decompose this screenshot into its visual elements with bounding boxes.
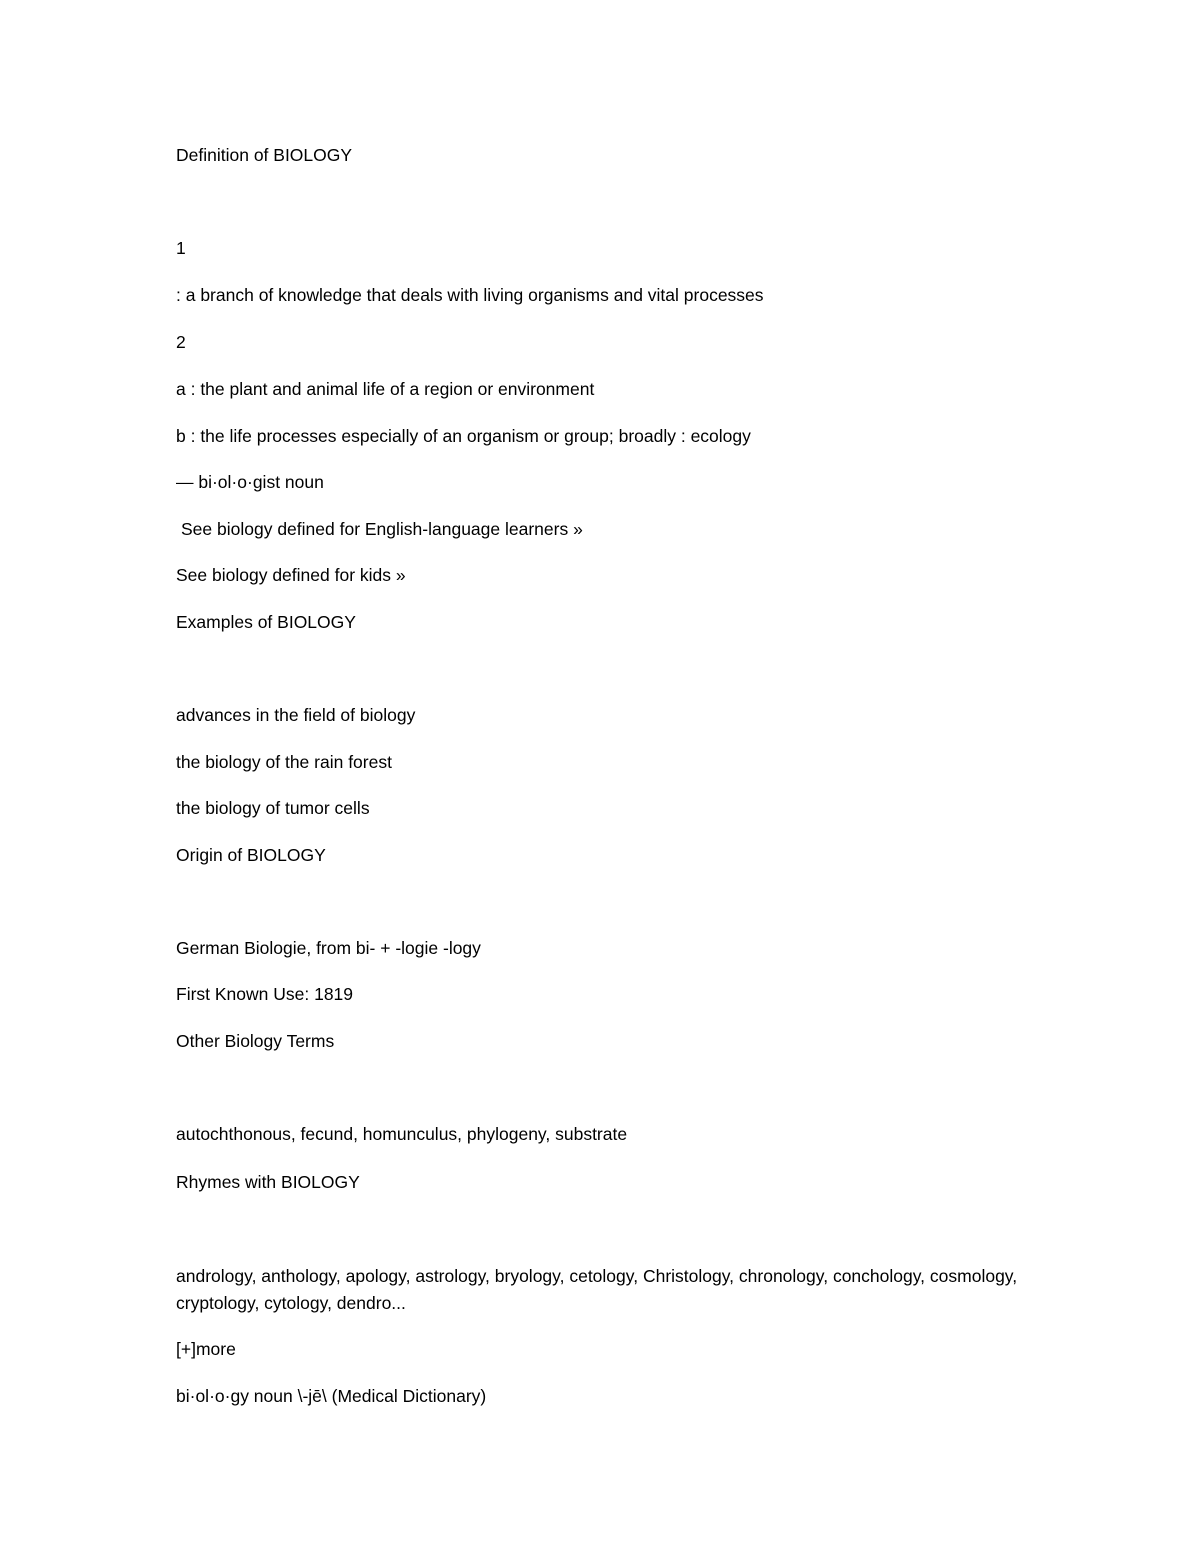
sense-2a-text: a : the plant and animal life of a region or environment	[176, 379, 595, 399]
more-link[interactable]: [+]more	[176, 1339, 236, 1359]
medical-entry: bi·ol·o·gy noun \-jē\ (Medical Dictionary)	[176, 1386, 487, 1406]
see-kids-link[interactable]: See biology defined for kids »	[176, 565, 406, 585]
origin-text: German Biologie, from bi- + -logie -logy	[176, 938, 481, 958]
example-item: the biology of the rain forest	[176, 752, 392, 772]
examples-heading: Examples of BIOLOGY	[176, 612, 356, 632]
first-known-use: First Known Use: 1819	[176, 984, 354, 1004]
example-item: the biology of tumor cells	[176, 798, 370, 818]
other-terms-heading: Other Biology Terms	[176, 1031, 335, 1051]
sense-1-number: 1	[176, 238, 186, 258]
derived-form: — bi·ol·o·gist noun	[176, 472, 324, 492]
see-learners-link[interactable]: See biology defined for English-language learners »	[181, 519, 583, 539]
origin-heading: Origin of BIOLOGY	[176, 845, 326, 865]
example-item: advances in the field of biology	[176, 705, 416, 725]
rhymes-heading: Rhymes with BIOLOGY	[176, 1172, 360, 1192]
sense-1-text: : a branch of knowledge that deals with living organisms and vital processes	[176, 285, 764, 305]
sense-2-number: 2	[176, 332, 186, 352]
rhymes-list: andrology, anthology, apology, astrology, bryology, cetology, Christology, chronology, conchology, cosmology, cryptology, cytology, dendro...	[176, 1266, 1018, 1313]
sense-2b-text: b : the life processes especially of an organism or group; broadly : ecology	[176, 426, 751, 446]
other-terms-list: autochthonous, fecund, homunculus, phylogeny, substrate	[176, 1124, 628, 1144]
definition-heading: Definition of BIOLOGY	[176, 145, 353, 165]
